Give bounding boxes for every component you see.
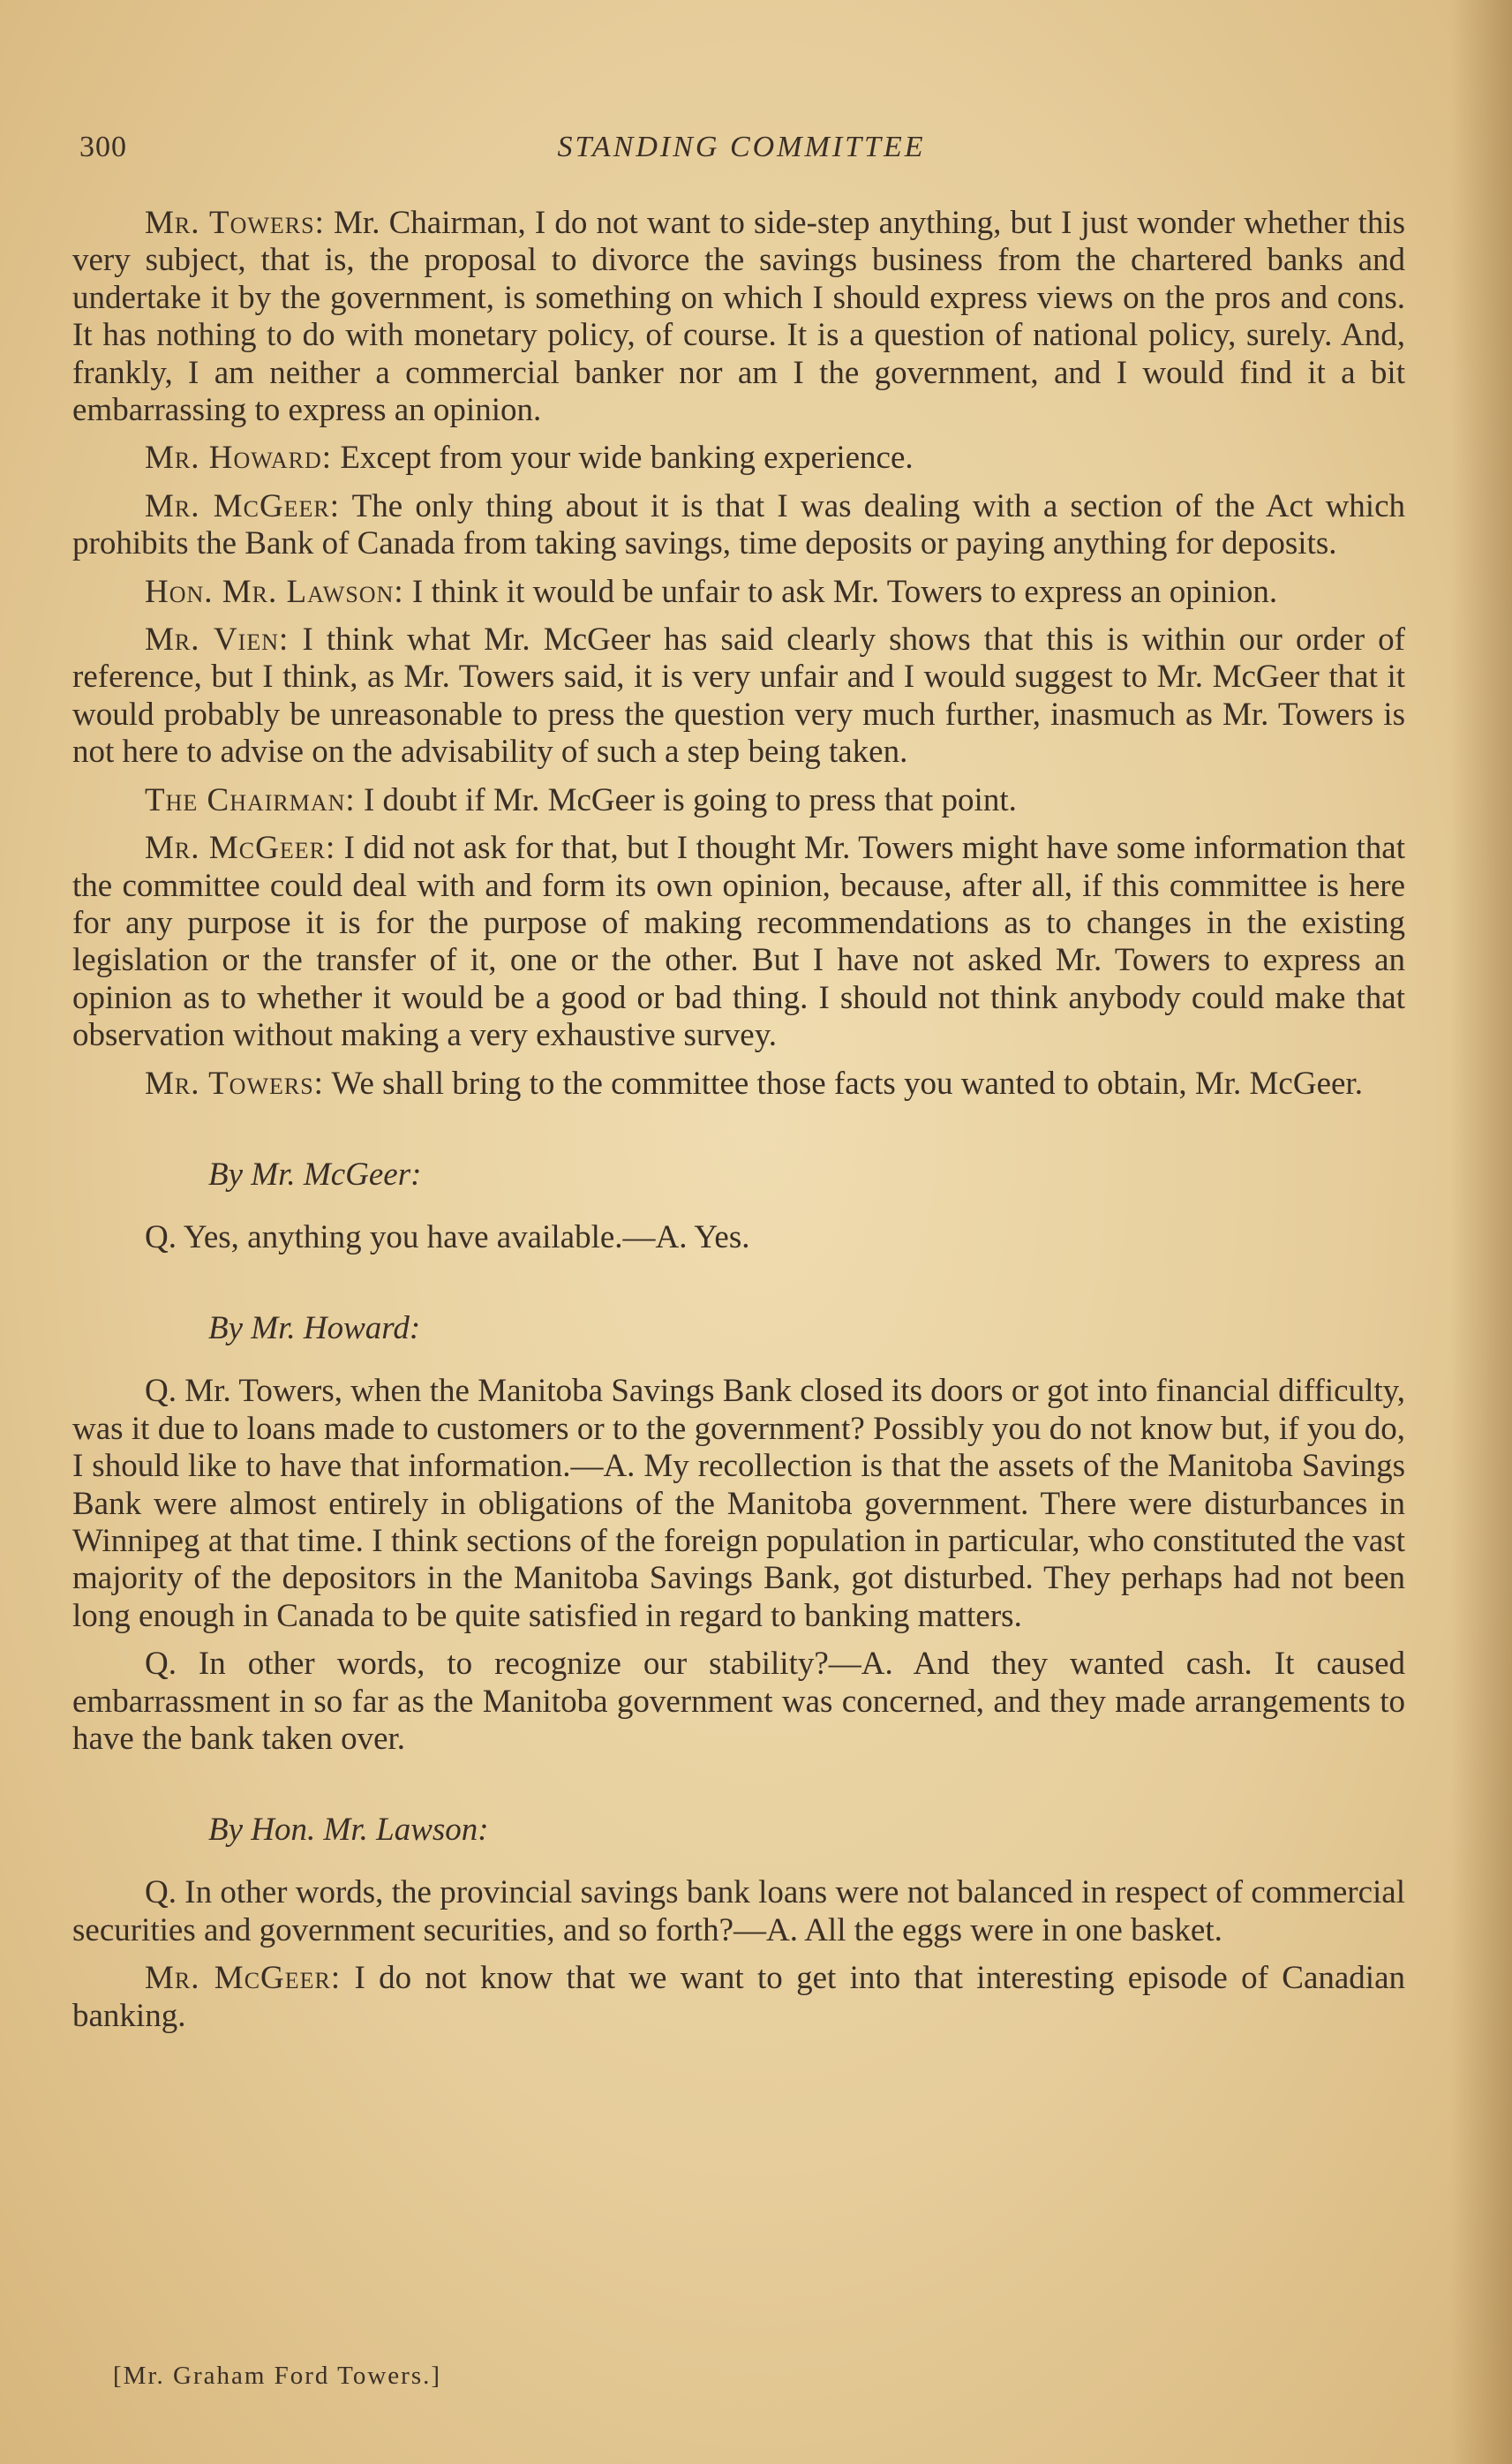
page-body [72,205,1405,2046]
page-edge-shadow [1450,0,1512,2464]
paragraph-vien-1 [72,622,1405,772]
paragraph-mcgeer-1 [72,488,1405,563]
speaker-name: Mr. Howard: [145,440,333,477]
page-header [79,131,1403,175]
byline-mcgeer: By Mr. McGeer: [208,1156,422,1193]
paragraph-text: Except from your wide banking experience. [332,440,914,477]
running-head: STANDING COMMITTEE [557,131,926,163]
paragraph-howard-1 [72,440,1405,477]
speaker-name: Mr. McGeer: [145,830,336,867]
paragraph-mcgeer-closing [72,1960,1405,2035]
paragraph-text: The only thing about it is that I was dealing with a section of the Act which prohibits the Bank of Canada from taking savings, time deposits or paying anything for deposits. [72,487,1405,562]
speaker-name: Mr. Towers: [145,1065,324,1102]
question-mcgeer-1: Q. Yes, anything you have available.—A. Yes. [145,1218,750,1255]
speaker-name: Mr. McGeer: [145,1960,342,1997]
question-howard-2: Q. In other words, to recognize our stability?—A. And they wanted cash. It caused embarrassment in so far as the Manitoba government was concerned, and they made arrangements to have the bank taken over. [72,1646,1405,1757]
speaker-name: Mr. Vien: [145,622,290,659]
paragraph-mcgeer-2 [72,830,1405,1054]
question-lawson-1: Q. In other words, the provincial savings bank loans were not balanced in respect of commercial securities and government securities, and so forth?—A. All the eggs were in one basket. [72,1874,1405,1948]
paragraph-text: I did not ask for that, but I thought Mr. Towers might have some information that the committee could deal with and form its own opinion, because, after all, if this committee is here for any purpose it is for the purpose of making recommendations as to changes in the existing legislation or the transfer of it, one or the other. But I have not asked Mr. Towers to express an opinion as to whether it would be a good or bad thing. I should not think anybody could make that observation without making a very exhaustive survey. [72,830,1405,1054]
speaker-name: Mr. McGeer: [145,487,341,524]
paragraph-text: I do not know that we want to get into that interesting episode of Canadian banking. [72,1960,1405,2034]
paragraph-lawson-1 [72,574,1405,611]
paragraph-text: I doubt if Mr. McGeer is going to press that point. [355,781,1017,818]
paragraph-text: I think what Mr. McGeer has said clearly shows that this is within our order of reference, but I think, as Mr. Towers said, it is very unfair and I would suggest to Mr. McGeer that it would probably be unreasonable to press the question very much further, inasmuch as Mr. Towers is not here to advise on the advisability of such a step being taken. [72,622,1406,771]
paragraph-towers-1 [72,205,1405,429]
question-howard-1: Q. Mr. Towers, when the Manitoba Savings Bank closed its doors or got into financial difficulty, was it due to loans made to customers or to the government? Possibly you do not know but, if you do, I should like to have that information.—A. My recollection is that the assets of the Manitoba Savings Bank were almost entirely in obligations of the Manitoba government. There were disturbances in Winnipeg at that time. I think sections of the foreign population in particular, who constituted the vast majority of the depositors in the Manitoba Savings Bank, got disturbed. They perhaps had not been long enough in Canada to be quite satisfied in regard to banking matters. [72,1373,1405,1634]
page-number: 300 [79,131,127,163]
paragraph-text: I think it would be unfair to ask Mr. Towers to express an opinion. [403,573,1278,610]
paragraph-text: Mr. Chairman, I do not want to side-step anything, but I just wonder whether this very subject, that is, the proposal to divorce the savings business from the chartered banks and undertake it by the government, is something on which I should express views on the pros and cons. It has nothing to do with monetary policy, of course. It is a question of national policy, surely. And, frankly, I am neither a commercial banker nor am I the government, and I would find it a bit embarrassing to express an opinion. [72,205,1405,429]
paragraph-text: We shall bring to the committee those facts you wanted to obtain, Mr. McGeer. [323,1065,1363,1102]
paragraph-chairman-1 [72,782,1405,819]
byline-lawson: By Hon. Mr. Lawson: [208,1812,489,1849]
paragraph-towers-2 [72,1066,1405,1103]
byline-howard: By Mr. Howard: [208,1310,421,1347]
speaker-name: The Chairman: [145,781,356,818]
footer-note: [Mr. Graham Ford Towers.] [113,2362,442,2390]
speaker-name: Hon. Mr. Lawson: [145,573,404,610]
speaker-name: Mr. Towers: [145,205,325,241]
